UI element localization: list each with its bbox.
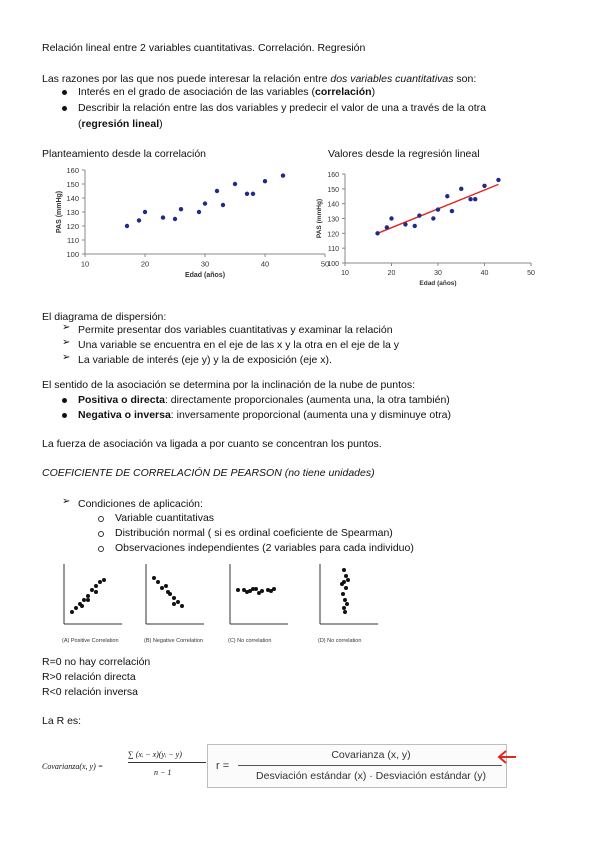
x-tick-label: 40 bbox=[480, 270, 489, 277]
y-tick-label: 160 bbox=[66, 166, 79, 175]
scatter-chart-regression bbox=[312, 166, 552, 290]
data-point bbox=[403, 222, 407, 226]
circle-bullet-icon bbox=[98, 531, 104, 537]
condiciones-heading: Condiciones de aplicación: bbox=[78, 498, 203, 510]
mini-plot bbox=[318, 564, 378, 644]
mini-point bbox=[346, 578, 350, 582]
x-axis-label: Edad (años) bbox=[419, 280, 457, 287]
mini-point bbox=[340, 582, 344, 586]
mini-point bbox=[176, 600, 180, 604]
data-point bbox=[233, 182, 237, 186]
dispersion-item: Una variable se encuentra en el eje de las x y la otra en el eje de la y bbox=[78, 339, 400, 351]
condicion-item: Observaciones independientes (2 variables para cada individuo) bbox=[115, 542, 414, 554]
mini-plot-caption: (A) Positive Correlation bbox=[62, 638, 119, 644]
mini-plot bbox=[228, 564, 288, 644]
mini-point bbox=[102, 578, 106, 582]
r-value-zero: R=0 no hay correlación bbox=[42, 656, 151, 668]
mini-point bbox=[166, 590, 170, 594]
x-tick-label: 10 bbox=[341, 270, 349, 277]
r-value-negative: R<0 relación inversa bbox=[42, 686, 139, 698]
x-tick-label: 30 bbox=[200, 259, 210, 269]
data-point bbox=[436, 207, 440, 211]
la-r-text: La R es: bbox=[42, 715, 82, 727]
formula-denominator: Desviación estándar (x) · Desviación estándar (y) bbox=[256, 770, 486, 782]
bullet-dot bbox=[62, 106, 67, 111]
fraction-bar bbox=[128, 762, 206, 763]
covariance-denominator: n − 1 bbox=[154, 768, 172, 777]
intro-bullet-2: Describir la relación entre las dos variables y predecir el valor de una a través de la otra bbox=[78, 102, 486, 114]
mini-point bbox=[344, 586, 348, 590]
y-tick-label: 160 bbox=[327, 172, 339, 179]
y-tick-label: 120 bbox=[327, 231, 339, 239]
y-tick-label: 150 bbox=[327, 186, 339, 194]
data-point bbox=[263, 179, 267, 183]
dispersion-item: La variable de interés (eje y) y la de exposición (eje x). bbox=[78, 354, 332, 366]
data-point bbox=[375, 231, 379, 235]
data-point bbox=[179, 207, 183, 211]
data-point bbox=[161, 215, 165, 219]
mini-point bbox=[90, 588, 94, 592]
mini-point bbox=[80, 604, 84, 608]
mini-plot-caption: (D) No correlation bbox=[318, 638, 362, 644]
y-tick-label: 110 bbox=[67, 236, 79, 245]
sentido-bold: Negativa o inversa bbox=[78, 409, 171, 421]
data-point bbox=[389, 216, 393, 220]
circle-bullet-icon bbox=[98, 546, 104, 552]
mini-plot-caption: (B) Negative Correlation bbox=[144, 638, 203, 644]
bullet-text: ) bbox=[159, 118, 163, 130]
y-tick-label: 100 bbox=[327, 261, 339, 268]
data-point bbox=[468, 197, 472, 201]
x-tick-label: 20 bbox=[387, 270, 396, 277]
x-tick-label: 30 bbox=[434, 270, 442, 277]
mini-point bbox=[342, 606, 346, 610]
mini-point bbox=[86, 594, 90, 598]
data-point bbox=[482, 184, 486, 188]
pearson-formula-box bbox=[207, 744, 507, 788]
y-tick-label: 110 bbox=[327, 246, 339, 254]
data-point bbox=[203, 201, 207, 205]
intro-bullet-2-line2 bbox=[78, 118, 163, 130]
y-tick-label: 130 bbox=[66, 208, 79, 217]
data-point bbox=[445, 194, 449, 198]
data-point bbox=[173, 217, 177, 221]
sentido-item-positive bbox=[78, 394, 450, 406]
dispersion-heading: El diagrama de dispersión: bbox=[42, 311, 167, 323]
intro-text bbox=[42, 73, 476, 85]
y-tick-label: 100 bbox=[66, 250, 79, 259]
mini-point bbox=[342, 568, 346, 572]
r-equals-label: r = bbox=[216, 760, 230, 772]
intro-text-start: Las razones por las que nos puede interesar la relación entre bbox=[42, 73, 331, 85]
covariance-numerator: ∑ (xᵢ − x)(yᵢ − y) bbox=[128, 750, 182, 759]
mini-point bbox=[172, 602, 176, 606]
bullet-text: Interés en el grado de asociación de las variables ( bbox=[78, 86, 315, 98]
mini-point bbox=[180, 604, 184, 608]
bullet-text: ) bbox=[371, 86, 376, 98]
mini-point bbox=[236, 588, 240, 592]
x-tick-label: 50 bbox=[527, 270, 535, 277]
data-point bbox=[496, 178, 500, 182]
intro-text-end: son: bbox=[453, 73, 477, 85]
mini-point bbox=[152, 576, 156, 580]
circle-bullet-icon bbox=[98, 516, 104, 522]
y-axis-label: PAS (mmHg) bbox=[316, 198, 323, 239]
page-title: Relación lineal entre 2 variables cuantitativas. Correlación. Regresión bbox=[42, 42, 366, 54]
data-point bbox=[197, 210, 201, 214]
bullet-text: ( bbox=[78, 118, 82, 130]
y-tick-label: 140 bbox=[327, 201, 339, 209]
sentido-item-negative bbox=[78, 409, 451, 421]
mini-point bbox=[160, 586, 164, 590]
y-tick-label: 150 bbox=[66, 180, 79, 189]
data-point bbox=[251, 192, 255, 196]
mini-point bbox=[343, 610, 347, 614]
sentido-bold: Positiva o directa bbox=[78, 394, 165, 406]
data-point bbox=[431, 216, 435, 220]
bullet-bold: correlación bbox=[314, 86, 372, 98]
sentido-text: : directamente proporcionales (aumenta una, la otra también) bbox=[164, 394, 450, 406]
data-point bbox=[221, 203, 225, 207]
y-tick-label: 120 bbox=[66, 222, 79, 231]
data-point bbox=[281, 173, 285, 177]
mini-point bbox=[94, 590, 98, 594]
mini-point bbox=[343, 598, 347, 602]
data-point bbox=[143, 210, 147, 214]
mini-plot bbox=[144, 564, 204, 644]
bullet-dot bbox=[62, 398, 67, 403]
x-tick-label: 20 bbox=[140, 259, 150, 269]
mini-point bbox=[245, 590, 249, 594]
bullet-dot bbox=[62, 90, 67, 95]
pearson-heading: COEFICIENTE DE CORRELACIÓN DE PEARSON (no tiene unidades) bbox=[42, 467, 375, 479]
arrow-bullet-icon: ➢ bbox=[62, 352, 71, 363]
fraction-bar bbox=[238, 765, 502, 766]
intro-text-italic: dos variables cuantitativas bbox=[330, 73, 454, 85]
data-point bbox=[459, 187, 463, 191]
dispersion-item: Permite presentar dos variables cuantitativas y examinar la relación bbox=[78, 324, 393, 336]
bullet-bold: regresión lineal bbox=[81, 118, 160, 130]
mini-point bbox=[156, 580, 160, 584]
x-tick-label: 50 bbox=[320, 259, 330, 269]
x-tick-label: 40 bbox=[260, 259, 270, 269]
bullet-dot bbox=[62, 413, 67, 418]
y-tick-label: 140 bbox=[66, 194, 79, 203]
condicion-item: Variable cuantitativas bbox=[115, 512, 215, 524]
arrow-bullet-icon: ➢ bbox=[62, 337, 71, 348]
data-point bbox=[417, 213, 421, 217]
arrow-bullet-icon: ➢ bbox=[62, 496, 71, 507]
mini-plot-caption: (C) No correlation bbox=[228, 638, 272, 644]
mini-plot bbox=[62, 564, 122, 644]
arrow-bullet-icon: ➢ bbox=[62, 322, 71, 333]
mini-point bbox=[172, 596, 176, 600]
mini-point bbox=[98, 580, 102, 584]
condicion-item: Distribución normal ( si es ordinal coeficiente de Spearman) bbox=[115, 527, 393, 539]
scatter-chart-correlation bbox=[42, 162, 330, 290]
covariance-label: Covarianza(x, y) = bbox=[42, 762, 104, 771]
mini-point bbox=[70, 610, 74, 614]
y-tick-label: 130 bbox=[327, 216, 339, 224]
mini-point bbox=[94, 584, 98, 588]
mini-point bbox=[344, 574, 348, 578]
r-value-positive: R>0 relación directa bbox=[42, 671, 136, 683]
mini-point bbox=[257, 591, 261, 595]
data-point bbox=[385, 225, 389, 229]
mini-point bbox=[164, 584, 168, 588]
mini-point bbox=[341, 592, 345, 596]
correlation-examples-figure bbox=[58, 560, 378, 652]
x-tick-label: 10 bbox=[80, 259, 90, 269]
chart-1-heading: Planteamiento desde la correlación bbox=[42, 148, 207, 160]
intro-bullet-1 bbox=[78, 86, 375, 98]
sentido-heading: El sentido de la asociación se determina por la inclinación de la nube de puntos: bbox=[42, 379, 415, 391]
sentido-text: : inversamente proporcional (aumenta una y disminuye otra) bbox=[170, 409, 451, 421]
data-point bbox=[137, 218, 141, 222]
mini-point bbox=[251, 587, 255, 591]
data-point bbox=[215, 189, 219, 193]
formula-numerator: Covarianza (x, y) bbox=[331, 749, 411, 761]
mini-point bbox=[74, 606, 78, 610]
data-point bbox=[413, 224, 417, 228]
data-point bbox=[473, 197, 477, 201]
mini-point bbox=[86, 598, 90, 602]
chart-2-heading: Valores desde la regresión lineal bbox=[328, 148, 480, 160]
x-axis-label: Edad (años) bbox=[184, 272, 226, 279]
data-point bbox=[125, 224, 129, 228]
mini-point bbox=[82, 598, 86, 602]
data-point bbox=[245, 192, 249, 196]
fuerza-text: La fuerza de asociación va ligada a por cuanto se concentran los puntos. bbox=[42, 438, 382, 450]
red-arrow-icon bbox=[496, 749, 518, 765]
data-point bbox=[450, 209, 454, 213]
y-axis-label: PAS (mmHg) bbox=[56, 190, 63, 234]
mini-point bbox=[345, 602, 349, 606]
mini-point bbox=[269, 589, 273, 593]
